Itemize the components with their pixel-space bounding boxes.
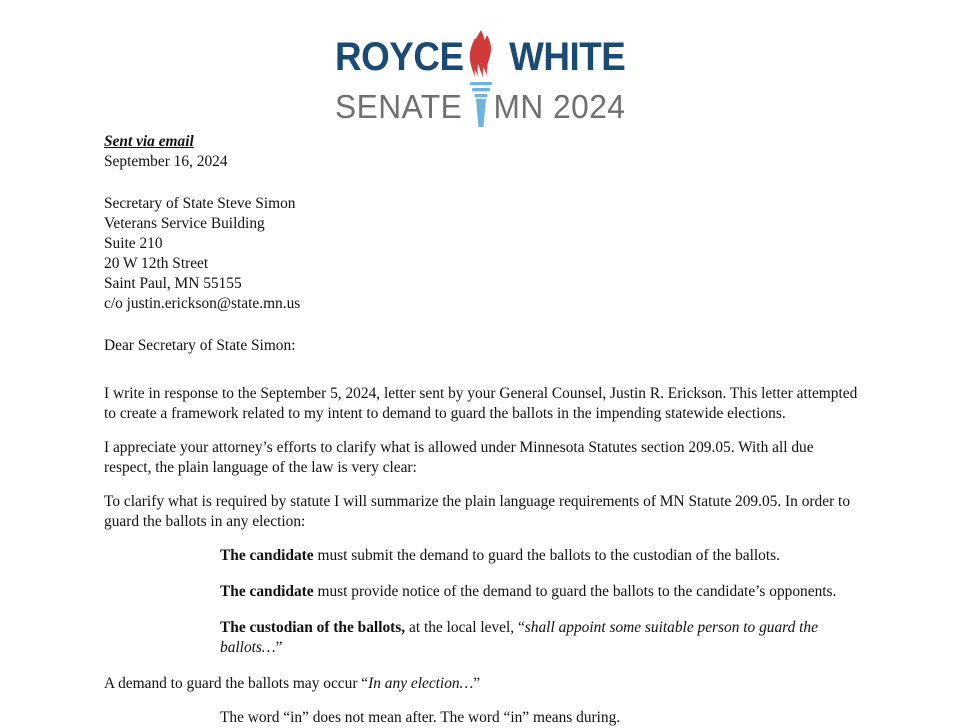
recipient-line: 20 W 12th Street <box>104 255 209 273</box>
paragraph-four-lead: A demand to guard the ballots may occur “ <box>104 675 369 693</box>
statute-quote: shall appoint some suitable person to guard the ballots… <box>220 619 818 657</box>
requirement-subject: The candidate <box>220 583 314 601</box>
torch-icon <box>459 28 503 128</box>
recipient-email-line: c/o justin.erickson@state.mn.us <box>104 295 301 313</box>
paragraph-four-quote-close: ” <box>473 675 481 693</box>
letter-date: September 16, 2024 <box>104 153 228 171</box>
paragraph-one: I write in response to the September 5, 2024, letter sent by your General Counsel, Justin R. Erickson. This letter attempted to create a framework related to my intent to demand to guard the ballots in the impending statewide elections. <box>104 385 858 423</box>
logo-brand-second: WHITE <box>508 35 625 79</box>
recipient-line: Suite 210 <box>104 235 163 253</box>
requirement-text: must submit the demand to guard the ballots to the custodian of the ballots. <box>313 547 780 565</box>
requirement-subject: The custodian of the ballots, <box>220 619 406 637</box>
requirement-subject: The candidate <box>220 547 314 565</box>
letterhead <box>0 0 960 132</box>
logo-brand-first: ROYCE <box>335 35 464 79</box>
closing-note: The word “in” does not mean after. The word “in” means during. <box>220 709 621 727</box>
requirement-text: at the local level, “ <box>405 619 525 637</box>
spacer-after-date <box>104 172 860 194</box>
paragraph-three: To clarify what is required by statute I will summarize the plain language requirements of MN Statute 209.05. In order to guard the ballots in any election: <box>104 493 851 531</box>
logo-tagline-right: MN 2024 <box>493 87 625 125</box>
requirement-quote-close: ” <box>275 639 283 657</box>
paragraph-four <box>104 674 860 694</box>
recipient-line: Saint Paul, MN 55155 <box>104 275 242 293</box>
spacer-after-salutation <box>104 370 860 384</box>
paragraph-four-quote: In any election… <box>368 675 474 693</box>
paragraph-two: I appreciate your attorney’s efforts to clarify what is allowed under Minnesota Statutes section 209.05. With all due respect, the plain language of the law is very clear: <box>104 439 814 477</box>
torch-flame-icon <box>470 30 491 78</box>
requirement-item <box>220 618 860 658</box>
logo-tagline-left: SENATE <box>335 87 463 125</box>
torch-handle-icon <box>470 82 492 127</box>
recipient-line: Secretary of State Steve Simon <box>104 195 296 213</box>
salutation: Dear Secretary of State Simon: <box>104 337 296 355</box>
sent-via-email-label: Sent via email <box>104 133 194 150</box>
requirement-item <box>220 546 860 566</box>
recipient-line: Veterans Service Building <box>104 215 265 233</box>
spacer-after-address <box>104 314 860 336</box>
campaign-logo <box>335 30 625 128</box>
requirement-item <box>220 582 860 602</box>
recipient-address-block <box>104 194 860 314</box>
requirement-text: must provide notice of the demand to guard the ballots to the candidate’s opponents. <box>313 583 837 601</box>
letter-body <box>0 132 960 728</box>
